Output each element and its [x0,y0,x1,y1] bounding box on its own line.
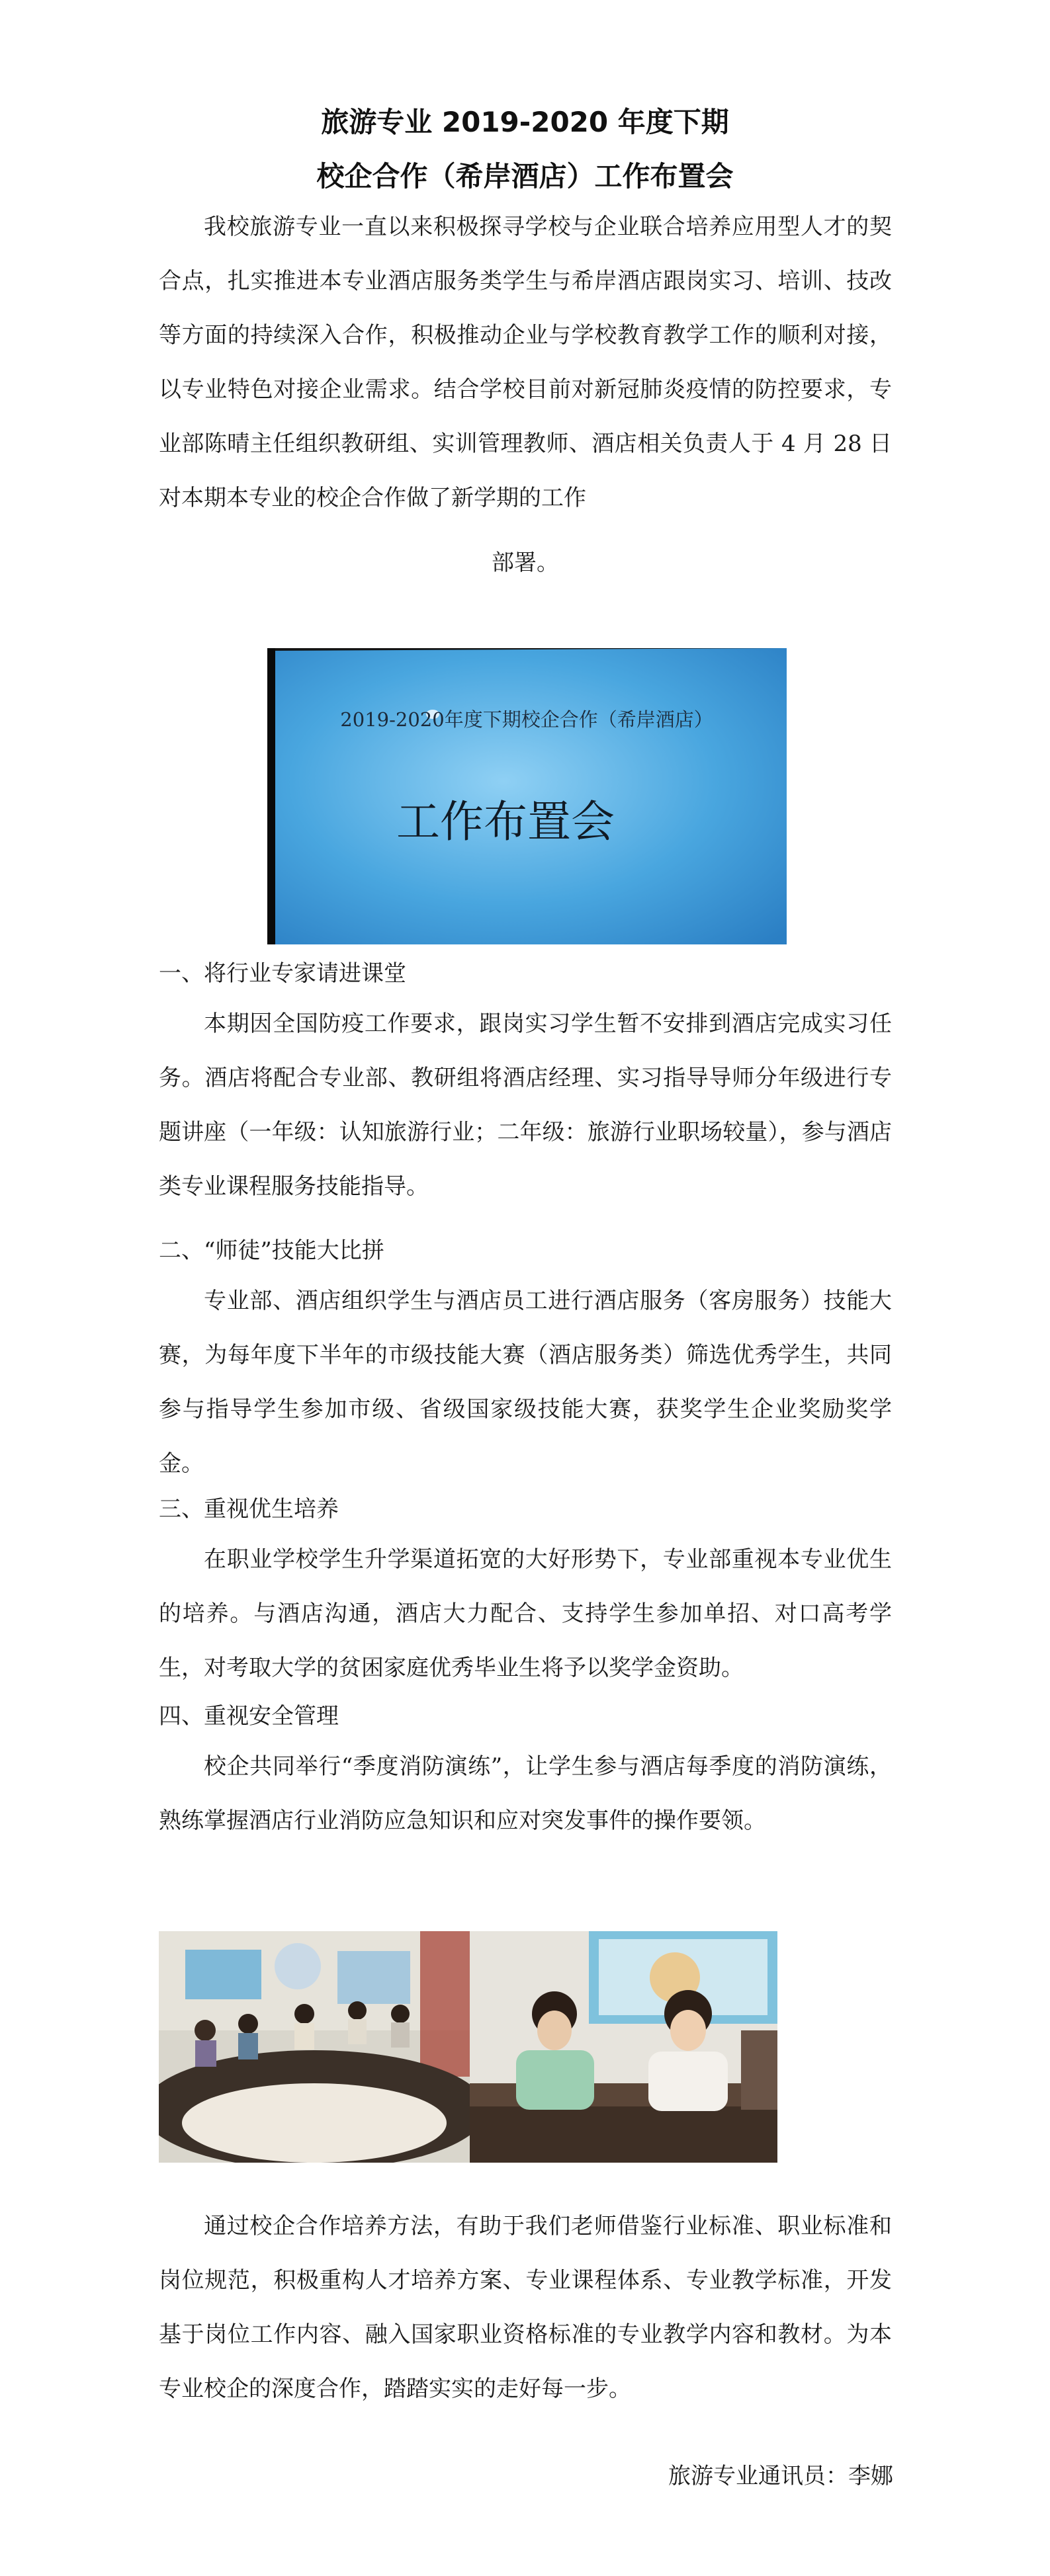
section-3-body: 在职业学校学生升学渠道拓宽的大好形势下，专业部重视本专业优生的培养。与酒店沟通，酒店大力配合、支持学生参加单招、对口高考学生，对考取大学的贫困家庭优秀毕业生将予以奖学金资助。 [159,1546,892,1681]
title-line-1: 旅游专业 2019-2020 年度下期 [321,106,729,138]
section-3-heading: 三、重视优生培养 [159,1496,339,1522]
conclusion-paragraph: 通过校企合作培养方法，有助于我们老师借鉴行业标准、职业标准和岗位规范，积极重构人才培养方案、专业课程体系、专业教学标准，开发基于岗位工作内容、融入国家职业资格标准的专业教学内容和教材。为本专业校企的深度合作，踏踏实实的走好每一步。 [159,2213,892,2402]
title-line-2: 校企合作（希岸酒店）工作布置会 [316,160,734,192]
signature: 旅游专业通讯员：李娜 [668,2463,893,2489]
intro-paragraph [159,200,892,525]
screen-subtitle: 2019-2020年度下期校企合作（希岸酒店） [340,708,713,731]
section-4-body: 校企共同举行“季度消防演练”，让学生参与酒店每季度的消防演练，熟练掌握酒店行业消防应急知识和应对突发事件的操作要领。 [159,1753,892,1834]
screen-photo-graphic [267,648,787,944]
meeting-screen-photo [267,648,787,944]
meeting-photos [159,1931,777,2163]
section-2-body: 专业部、酒店组织学生与酒店员工进行酒店服务（客房服务）技能大赛，为每年度下半年的市级技能大赛（酒店服务类）筛选优秀学生，共同参与指导学生参加市级、省级国家级技能大赛，获奖学生企业奖励奖学金。 [159,1288,892,1477]
section-1-heading: 一、将行业专家请进课堂 [159,960,406,987]
meeting-photos-graphic [159,1931,777,2163]
intro-last-line: 部署。 [492,550,559,576]
intro-text: 我校旅游专业一直以来积极探寻学校与企业联合培养应用型人才的契合点，扎实推进本专业酒店服务类学生与希岸酒店跟岗实习、培训、技改等方面的持续深入合作，积极推动企业与学校教育教学工作的顺利对接，以专业特色对接企业需求。结合学校目前对新冠肺炎疫情的防控要求，专业部陈晴主任组织教研组、实训管理教师、酒店相关负责人于 4 月 28 日对本期本专业的校企合作做了新学期的工作 [159,214,892,511]
section-4-heading: 四、重视安全管理 [159,1703,339,1729]
screen-main-title: 工作布置会 [396,796,615,847]
section-2-heading: 二、“师徒”技能大比拼 [159,1237,384,1264]
section-1-body: 本期因全国防疫工作要求，跟岗实习学生暂不安排到酒店完成实习任务。酒店将配合专业部、教研组将酒店经理、实习指导导师分年级进行专题讲座（一年级：认知旅游行业；二年级：旅游行业职场较量），参与酒店类专业课程服务技能指导。 [159,1011,892,1200]
